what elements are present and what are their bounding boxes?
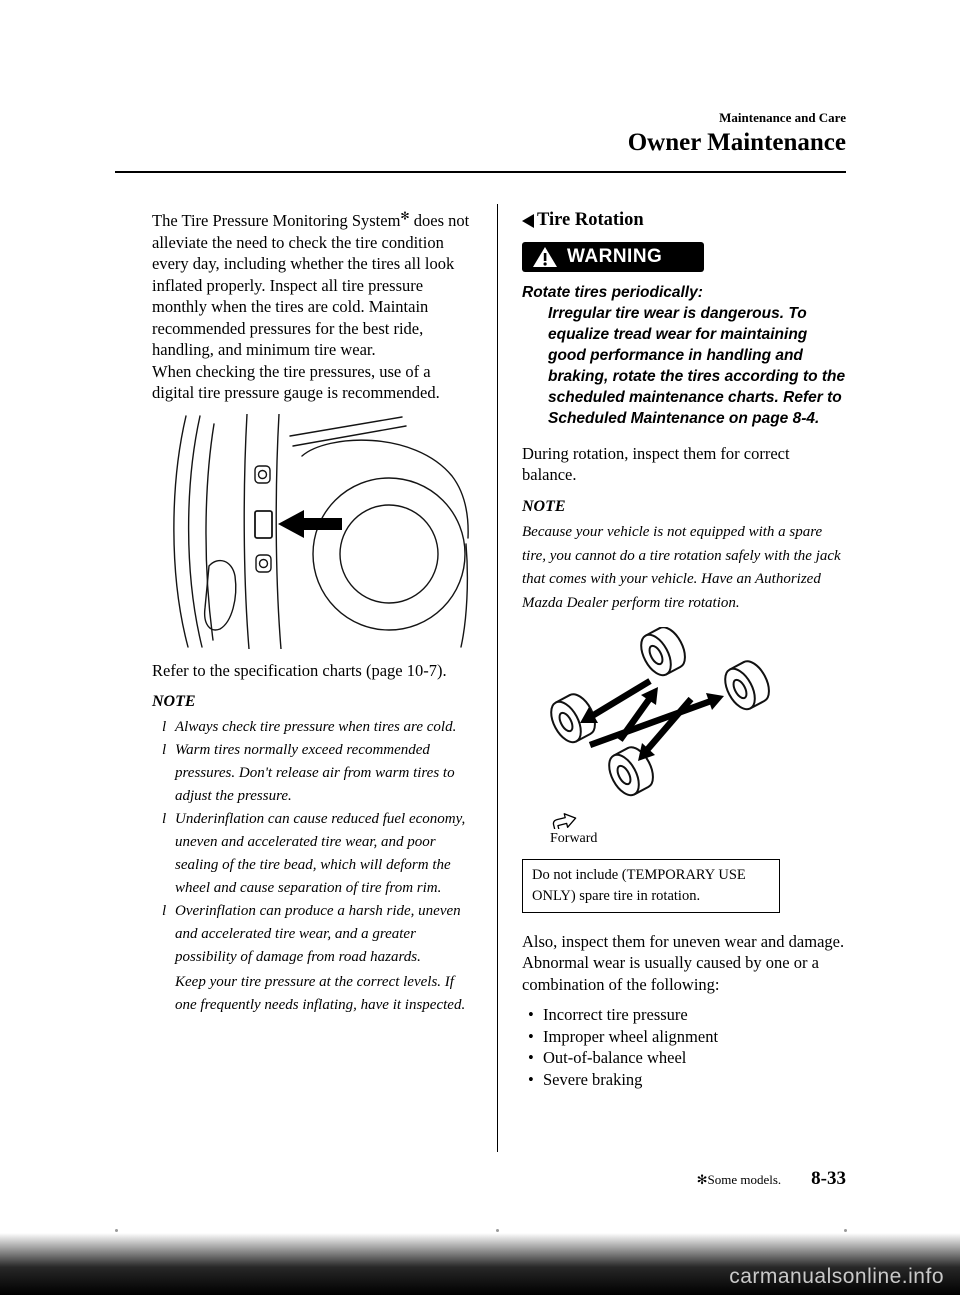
warning-banner: [522, 242, 704, 272]
note-body: Because your vehicle is not equipped with a spare tire, you cannot do a tire rotation safely with the jack that comes with your vehicle. Have an Authorized Mazda Dealer perform tire rotation.: [522, 524, 841, 611]
asterisk-footnote-marker: ✻: [400, 210, 410, 223]
gauge-paragraph: When checking the tire pressures, use of a digital tire pressure gauge is recommended.: [152, 361, 440, 402]
page-header: [115, 110, 846, 157]
wheel-rim: [340, 505, 438, 603]
chapter-label: Maintenance and Care: [719, 110, 846, 125]
note-item: [152, 739, 476, 808]
list-item: [522, 1026, 846, 1048]
bullet-marker: l: [162, 742, 167, 758]
seat-bolster: [205, 560, 236, 629]
note-closing: Keep your tire pressure at the correct levels. If one frequently needs inflating, have it inspected.: [175, 974, 466, 1013]
note-item: [152, 808, 476, 900]
tpms-text-continued: does not alleviate the need to check the tire condition every day, including whether the tires all look inflated properly. Inspect all tire pressure monthly when the tires are cold. Maintain recommended pressures for the best ride, handling, and minimum tire wear.: [152, 211, 470, 359]
watermark-band: [0, 1233, 960, 1295]
warning-body: Irregular tire wear is dangerous. To equalize tread wear for maintaining good performance in handling and braking, rotate the tires according to the scheduled maintenance charts. Refer to Scheduled Maintenance on page 8-4.: [548, 304, 846, 427]
warning-text: [522, 282, 846, 429]
note-item: [152, 900, 476, 969]
door-latch: [256, 555, 271, 572]
list-item-text: Out-of-balance wheel: [543, 1048, 687, 1067]
door-striker: [255, 466, 270, 483]
crop-mark: [496, 1229, 499, 1232]
note-title: NOTE: [522, 497, 566, 515]
header-rule: [115, 171, 846, 173]
body-line: [290, 417, 402, 436]
column-divider: [497, 204, 498, 1152]
bullet-marker: •: [528, 1005, 534, 1024]
section-heading-text: Tire Rotation: [537, 210, 644, 230]
top-tire: [635, 627, 691, 680]
pillar-line: [244, 414, 249, 649]
wear-causes-list: [522, 1004, 846, 1090]
forward-indicator: [550, 813, 846, 847]
section-heading: [522, 210, 846, 232]
spec-charts-caption: Refer to the specification charts (page 10-7).: [152, 661, 447, 680]
note-item-text: Underinflation can cause reduced fuel economy, uneven and accelerated tire wear, and poor sealing of the tire bead, which will deform the wheel and cause separation of tire from rim.: [175, 811, 466, 896]
forward-arrow-icon: [550, 813, 578, 829]
spare-tire-note-box: Do not include (TEMPORARY USE ONLY) spare tire in rotation.: [522, 859, 780, 913]
warning-label: WARNING: [567, 245, 663, 267]
pointer-arrow-icon: [278, 510, 342, 538]
list-item: [522, 1069, 846, 1091]
bullet-marker: •: [528, 1026, 534, 1046]
warning-triangle-icon: [532, 246, 558, 268]
list-item: [522, 1047, 846, 1069]
list-item-text: Improper wheel alignment: [543, 1026, 719, 1046]
tpms-paragraph: [152, 210, 476, 361]
bullet-marker: l: [162, 811, 167, 827]
crop-mark: [844, 1229, 847, 1232]
bullet-marker: •: [528, 1069, 534, 1089]
tire-outer: [313, 478, 465, 630]
note-item-text: Overinflation can produce a harsh ride, uneven and accelerated tire wear, and a greater possibility of damage from road hazards.: [175, 903, 461, 965]
crop-mark: [115, 1229, 118, 1232]
forward-label: Forward: [550, 830, 598, 846]
footnote: ✻Some models.: [696, 1172, 782, 1187]
list-item: [522, 1004, 846, 1026]
page-title: Owner Maintenance: [627, 129, 846, 156]
warning-lead: Rotate tires periodically:: [522, 283, 703, 301]
bullet-marker: l: [162, 719, 167, 735]
tire-pressure-placard: [255, 511, 272, 538]
door-jamb-illustration: [152, 414, 472, 649]
list-item-text: Incorrect tire pressure: [543, 1005, 688, 1024]
tpms-text: The Tire Pressure Monitoring System: [152, 211, 401, 230]
note-item-text: Always check tire pressure when tires are cold.: [175, 719, 457, 735]
door-edge-line: [174, 416, 188, 647]
balance-paragraph: During rotation, inspect them for correct balance.: [522, 443, 790, 484]
bullet-marker: •: [528, 1048, 534, 1067]
wear-paragraph: Also, inspect them for uneven wear and damage. Abnormal wear is usually caused by one or a combination of the following:: [522, 931, 845, 994]
note-title: NOTE: [152, 692, 196, 710]
page-footer: [115, 1168, 846, 1190]
tire-label-location-figure: [152, 414, 476, 655]
section-marker-icon: [522, 214, 534, 228]
page-number: 8-33: [811, 1168, 846, 1189]
list-item-text: Severe braking: [543, 1069, 643, 1089]
tire-rotation-diagram: [528, 627, 778, 817]
watermark-text: carmanualsonline.info: [729, 1265, 944, 1288]
right-tire: [719, 656, 775, 714]
note-item: [152, 716, 476, 739]
left-column: [152, 210, 476, 1017]
right-column: [522, 210, 846, 1090]
tire-rotation-figure: [528, 627, 846, 847]
note-item-text: Warm tires normally exceed recommended pressures. Don't release air from warm tires to adjust the pressure.: [175, 742, 455, 804]
note-block: [152, 691, 476, 1018]
bullet-marker: l: [162, 903, 167, 919]
